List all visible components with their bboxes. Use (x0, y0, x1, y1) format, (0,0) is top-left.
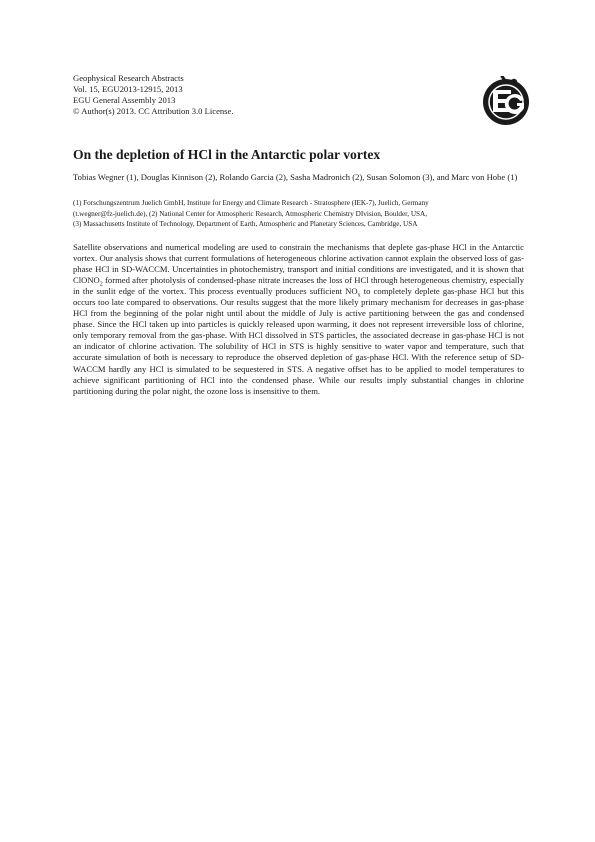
subscript: 2 (99, 281, 103, 288)
journal-volume: Vol. 15, EGU2013-12915, 2013 (73, 84, 183, 94)
author-list: Tobias Wegner (1), Douglas Kinnison (2), Rolando Garcia (2), Sasha Madronich (2), Susan Solomon (3), and Marc von Hobe (1) (73, 172, 518, 182)
affiliation-line: (3) Massachusetts Institute of Technology, Department of Earth, Atmospheric and Planetary Sciences, Cambridge, USA (73, 220, 418, 229)
license-line: © Author(s) 2013. CC Attribution 3.0 License. (73, 106, 234, 116)
affiliation-line: (t.wegner@fz-juelich.de), (2) National Center for Atmospheric Research, Atmospheric Chemistry DIvision, Boulder, USA, (73, 209, 428, 218)
abstract-text: Satellite observations and numerical modeling are used to constrain the mechanisms that deplete gas-phase HCl in the Antarctic vortex. Our analysis shows that current formulations of heterogeneous chlorine activation cannot explain the observed loss of gas-phase HCl in SD-WACCM. Uncertainties in photochemistry, transport and initial conditions are investigated, and it is shown that ClONO (73, 242, 524, 286)
journal-name: Geophysical Research Abstracts (73, 73, 184, 83)
abstract-text: to completely deplete gas-phase HCl but this occurs too late compared to observations. Our results suggest that the more likely primary mechanism for decreases in gas-phase HCl from the beginning of the polar night until about the middle of July is active partitioning between the gas and condensed phase. Since the HCl taken up into particles is quickly released upon warming, it does not represent irreversible loss of chlorine, only temporary removal from the gas-phase. With HCl dissolved in STS particles, the associated decrease in gas-phase HCl is not an indicator of chlorine activation. The solubility of HCl in STS is highly sensitive to water vapor and temperature, such that accurate simulation of both is necessary to reproduce the observed depletion of gas-phase HCl. With the reference setup of SD-WACCM hardly any HCl is simulated to be sequestered in STS. A negative offset has to be applied to model temperatures to achieve significant partitioning of HCl into the condensed phase. While our results imply substantial changes in chlorine partitioning during the polar night, the ozone loss is insensitive to them. (73, 286, 524, 396)
paper-title: On the depletion of HCl in the Antarctic polar vortex (73, 147, 381, 162)
affiliation-line: (1) Forschungszentrum Juelich GmbH, Institute for Energy and Climate Research - Stratosphere (IEK-7), Juelich, Germany (73, 199, 429, 207)
journal-header (73, 73, 333, 117)
subscript: x (357, 292, 361, 299)
affiliations (73, 198, 533, 230)
abstract-text: formed after photolysis of condensed-phase nitrate increases the loss of HCl through heterogeneous chemistry, especially in the sunlit edge of the vortex. This process eventually produces sufficient NO (73, 275, 524, 297)
egu-logo-icon (480, 76, 532, 128)
abstract-body (73, 242, 524, 397)
assembly-name: EGU General Assembly 2013 (73, 95, 176, 105)
